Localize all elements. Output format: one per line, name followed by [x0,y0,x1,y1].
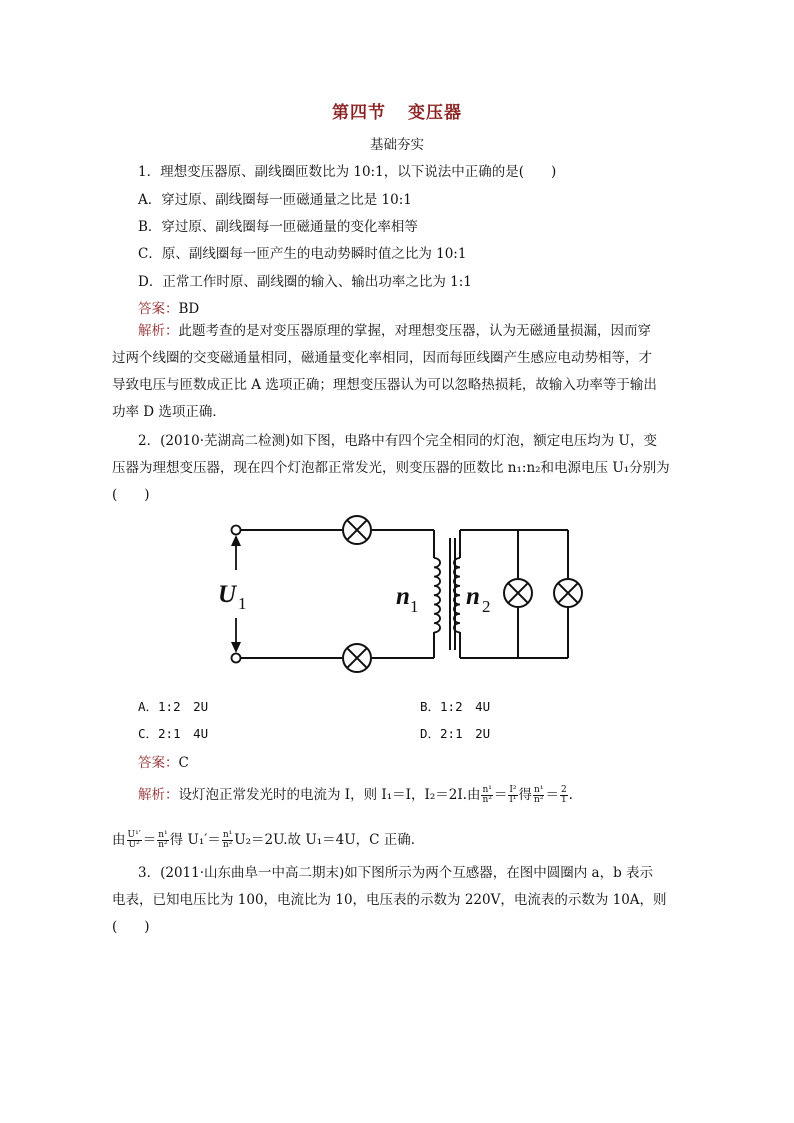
answer-label: 答案： [138,755,179,771]
q2-option-d: D．2:1 2U [420,726,491,741]
fraction: $\frac{\text{n¹}}{\text{n²}}$ [482,785,492,805]
q1-option-c: C．原、副线圈每一匝产生的电动势瞬时值之比为 10:1 [138,246,467,262]
explain-text: 设灯泡正常发光时的电流为 I，则 I₁＝I，I₂＝2I.由 [178,787,481,803]
terminal-bottom [232,654,241,663]
section-title [0,98,794,123]
secondary-turns-sub: 2 [482,597,491,616]
explain-line: 导致电压与匝数成正比 A 选项正确；理想变压器认为可以忽略热损耗，故输入功率等于输出 [112,377,657,393]
q2-option-c: C．2:1 4U [138,726,209,741]
stem-line: 2．(2010·芜湖高二检测)如下图，电路中有四个完全相同的灯泡，额定电压均为 U，变 [138,433,657,449]
lamp-icon [504,579,532,607]
answer-label: 答案： [138,301,179,317]
stem-line: ( ) [112,487,150,503]
primary-turns-sub: 1 [410,597,419,616]
explain-label: 解析： [138,323,179,339]
answer-value: BD [178,301,200,317]
lamp-icon [343,516,371,544]
fraction: $\frac{\text{U¹′}}{\text{U²}}$ [127,830,141,850]
fraction: $\frac{\text{I²}}{\text{I¹}}$ [509,785,517,805]
section-topic: 变压器 [408,103,462,123]
lamp-icon [554,579,582,607]
fraction: $\frac{\text{n¹}}{\text{n²}}$ [534,785,544,805]
fraction: $\frac{2}{1}$ [560,785,567,805]
q2-explanation-line2: 由 $\frac{\text{U¹′}}{\text{U²}}$ ＝ $\frac{\text{n¹}}{\text{n²}}$ 得 U₁′＝ $\frac{\text{n¹}}{\text{n²}}$ U₂＝2U.故 U₁＝4U，C 正确． [112,830,425,850]
explain-line: 过两个线圈的交变磁通量相同，磁通量变化率相同，因而每匝线圈产生感应电动势相等，才 [112,350,652,366]
terminal-top [232,526,241,535]
stem-line: 压器为理想变压器，现在四个灯泡都正常发光，则变压器的匝数比 n₁:n₂和电源电压 U₁分别为 [112,460,670,476]
secondary-turns-label: n [466,583,480,610]
explain-line: 功率 D 选项正确． [112,404,226,420]
primary-turns-label: n [396,583,410,610]
q1-option-d: D．正常工作时原、副线圈的输入、输出功率之比为 1:1 [138,274,472,290]
q2-explanation-line1: 解析：设灯泡正常发光时的电流为 I，则 I₁＝I，I₂＝2I.由 $\frac{\text{n¹}}{\text{n²}}$ ＝ $\frac{\text{I²}}{\text{I¹}}$ 得 $\frac{\text{n¹}}{\text{n²}}$ ＝ $\frac{2}{1}$ . [138,785,573,805]
q2-stem [112,428,682,509]
q1-option-b: B．穿过原、副线圈每一匝磁通量的变化率相等 [138,219,418,235]
section-number: 第四节 [332,103,386,123]
explain-line: 此题考查的是对变压器原理的掌握，对理想变压器，认为无磁通量损漏，因而穿 [178,323,651,339]
fraction: $\frac{\text{n¹}}{\text{n²}}$ [222,830,233,850]
lamp-icon [343,644,371,672]
fraction: $\frac{\text{n¹}}{\text{n²}}$ [158,830,168,850]
q1-explanation [112,318,682,426]
q1-answer [138,297,199,317]
explain-label: 解析： [138,787,179,803]
q2-option-b: B．1:2 4U [420,699,491,714]
q1-stem: 1．理想变压器原、副线圈匝数比为 10:1，以下说法中正确的是( ) [138,164,557,180]
q2-answer [138,751,189,771]
stem-line: 3．(2011·山东曲阜一中高二期末)如下图所示为两个互感器，在图中圆圈内 a，b 表示 [138,865,654,881]
transformer-circuit-diagram [210,508,590,678]
stem-line: 电表，已知电压比为 100，电流比为 10，电压表的示数为 220V，电流表的示数为 10A，则( ) [112,892,667,935]
q2-option-a: A．1:2 2U [138,699,209,714]
q3-stem [112,860,682,941]
answer-value: C [178,755,189,771]
subtitle: 基础夯实 [370,137,424,153]
source-voltage-sub: 1 [238,594,247,613]
source-voltage-label: U [218,581,237,608]
q1-option-a: A．穿过原、副线圈每一匝磁通量之比是 10:1 [138,192,412,208]
